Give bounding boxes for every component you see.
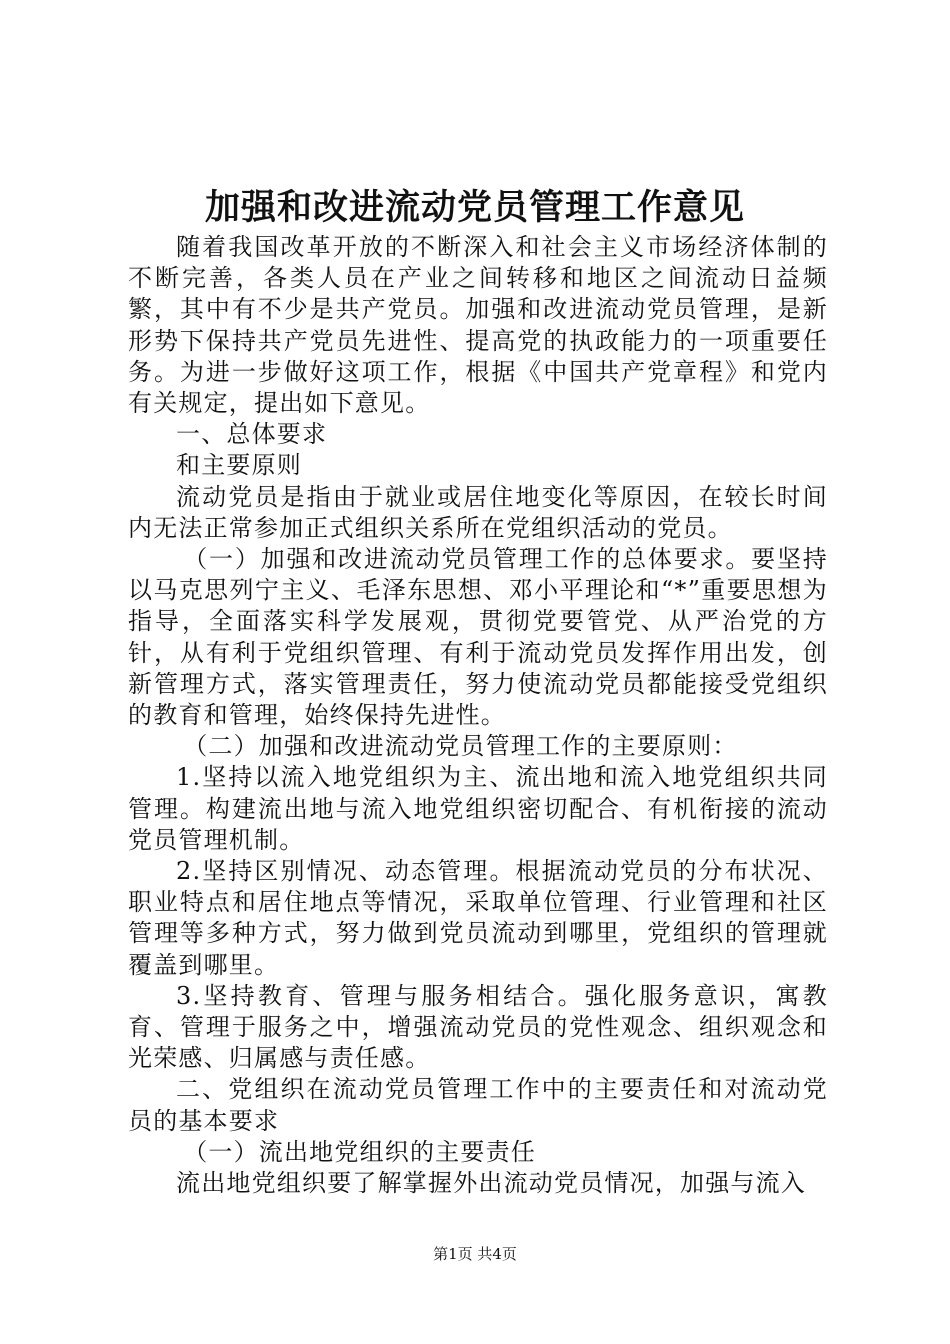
principle-item-1: 1.坚持以流入地党组织为主、流出地和流入地党组织共同管理。构建流出地与流入地党组织密切配合、有机衔接的流动党员管理机制。: [128, 763, 828, 854]
principle-item-3: 3.坚持教育、管理与服务相结合。强化服务意识，寓教育、管理于服务之中，增强流动党员的党性观念、组织观念和光荣感、归属感与责任感。: [128, 981, 828, 1073]
document-title: 加强和改进流动党员管理工作意见: [204, 187, 745, 228]
section-heading-2: 二、党组织在流动党员管理工作中的主要责任和对流动党员的基本要求: [128, 1075, 828, 1135]
principle-item-2: 2.坚持区别情况、动态管理。根据流动党员的分布状况、职业特点和居住地点等情况，采取单位管理、行业管理和社区管理等多种方式，努力做到党员流动到哪里，党组织的管理就覆盖到哪里。: [128, 857, 828, 979]
section-heading-1b: 和主要原则: [176, 451, 302, 480]
subsection-heading-outflow: （一）流出地党组织的主要责任: [183, 1137, 536, 1166]
paragraph-overall-requirements: （一）加强和改进流动党员管理工作的总体要求。要坚持以马克思列宁主义、毛泽东思想、邓小平理论和“*”重要思想为指导，全面落实科学发展观，贯彻党要管党、从严治党的方针，从有利于党组织管理、有利于流动党员发挥作用出发，创新管理方式，落实管理责任，努力使流动党员都能接受党组织的教育和管理，始终保持先进性。: [128, 545, 828, 730]
paragraph-definition: 流动党员是指由于就业或居住地变化等原因，在较长时间内无法正常参加正式组织关系所在党组织活动的党员。: [128, 482, 828, 542]
page-number-footer: 第1页 共4页: [433, 1245, 517, 1263]
document-body: [128, 232, 828, 1199]
section-heading-1a: 一、总体要求: [176, 420, 328, 449]
paragraph-intro: 随着我国改革开放的不断深入和社会主义市场经济体制的不断完善，各类人员在产业之间转移和地区之间流动日益频繁，其中有不少是共产党员。加强和改进流动党员管理，是新形势下保持共产党员先进性、提高党的执政能力的一项重要任务。为进一步做好这项工作，根据《中国共产党章程》和党内有关规定，提出如下意见。: [128, 233, 828, 418]
paragraph-outflow: 流出地党组织要了解掌握外出流动党员情况，加强与流入: [176, 1169, 806, 1198]
paragraph-principles-heading: （二）加强和改进流动党员管理工作的主要原则：: [183, 732, 738, 761]
